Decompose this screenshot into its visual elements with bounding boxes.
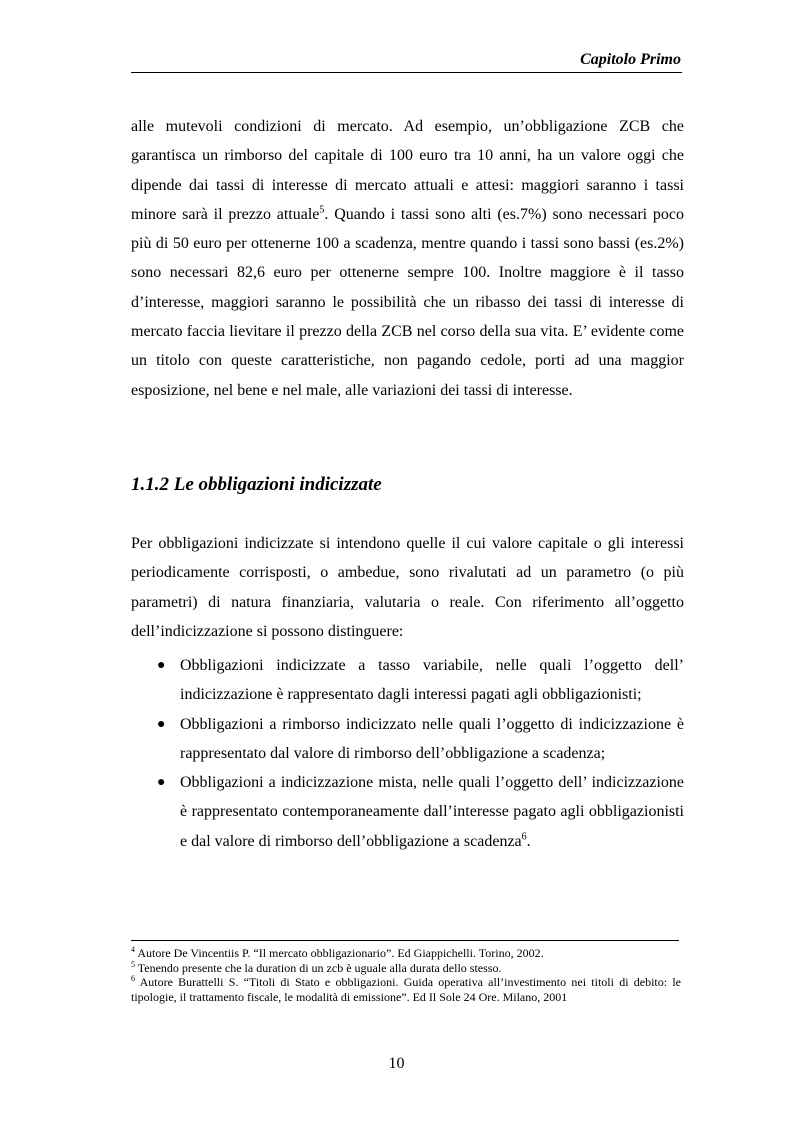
bullet-list [131, 651, 684, 856]
paragraph-1-text-b: . Quando i tassi sono alti (es.7%) sono necessari poco più di 50 euro per ottenerne 100 a scadenza, mentre quando i tassi sono bassi (es.2%) sono necessari 82,6 euro per ottenerne sempre 100. Inoltre maggiore è il tasso d’interesse, maggiori saranno le possibilità che un ribasso dei tassi di interesse di mercato faccia lievitare il prezzo della ZCB nel corso della sua vita. E’ evidente come un titolo con queste caratteristiche, non pagando cedole, porti ad una maggior esposizione, nel bene e nel male, alle variazioni dei tassi di interesse. [131, 205, 684, 399]
list-item-text: Obbligazioni indicizzate a tasso variabile, nelle quali l’oggetto dell’ indicizzazione è rappresentato dagli interessi pagati agli obbligazionisti; [180, 657, 684, 704]
footnote-text: Autore De Vincentiis P. “Il mercato obbligazionario”. Ed Giappichelli. Torino, 2002. [135, 946, 544, 960]
chapter-header: Capitolo Primo [580, 51, 681, 68]
footnote [131, 975, 681, 1004]
footnote [131, 961, 681, 976]
bullet-icon: ● [157, 775, 166, 791]
list-item-text-end: . [526, 832, 531, 850]
body-paragraph-1 [131, 112, 684, 405]
footnote-ref-6[interactable]: 6 [521, 831, 527, 843]
footnotes [131, 946, 681, 1004]
bullet-icon: ● [157, 658, 166, 673]
header-divider [131, 72, 682, 73]
list-item [131, 768, 684, 856]
list-item [131, 651, 684, 710]
list-item-text: Obbligazioni a rimborso indicizzato nelle quali l’oggetto di indicizzazione è rappresentato dal valore di rimborso dell’obbligazione a scadenza; [180, 715, 684, 762]
footnote-number: 4 [131, 945, 135, 954]
bullet-icon: ● [157, 716, 166, 732]
footnote-number: 5 [131, 959, 135, 969]
body-paragraph-2: Per obbligazioni indicizzate si intendono quelle il cui valore capitale o gli interessi periodicamente corrisposti, o ambedue, sono rivalutati ad un parametro (o più parametri) di natura finanziaria, valutaria o reale. Con riferimento all’oggetto dell’indicizzazione si possono distinguere: [131, 535, 684, 640]
section-heading: 1.1.2 Le obbligazioni indicizzate [131, 474, 382, 495]
footnote-ref-5[interactable]: 5 [319, 204, 325, 216]
paragraph-1-text-a: alle mutevoli condizioni di mercato. Ad esempio, un’obbligazione ZCB che garantisca un rimborso del capitale di 100 euro tra 10 anni, ha un valore oggi che dipende dai tassi di interesse di mercato attuali e attesi: maggiori saranno i tassi minore sarà il prezzo attuale [131, 118, 684, 223]
list-item [131, 710, 684, 769]
footnote-number: 6 [131, 974, 135, 983]
footnote-text: Tenendo presente che la duration di un zcb è uguale alla durata dello stesso. [135, 960, 502, 975]
footnote-text: Autore Burattelli S. “Titoli di Stato e obbligazioni. Guida operativa all’investimento nei titoli di debito: le tipologie, il trattamento fiscale, le modalità di emissione”. Ed Il Sole 24 Ore. Milano, 2001 [131, 975, 681, 1004]
page-number: 10 [388, 1055, 405, 1072]
footnote [131, 946, 681, 961]
list-item-text: Obbligazioni a indicizzazione mista, nelle quali l’oggetto dell’ indicizzazione è rappresentato contemporaneamente dall’interesse pagato agli obbligazionisti e dal valore di rimborso dell’obbligazione a scadenza [180, 774, 684, 850]
footnote-divider [131, 940, 679, 941]
